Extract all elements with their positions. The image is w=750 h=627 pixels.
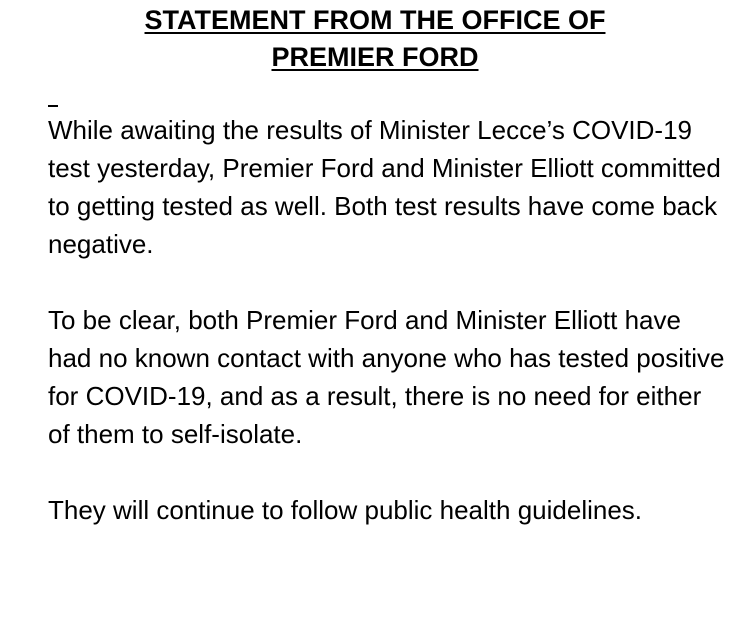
statement-body: [48, 111, 728, 529]
dash-marker: [48, 105, 58, 107]
paragraph-3: They will continue to follow public health guidelines.: [48, 495, 643, 525]
paragraph-1: While awaiting the results of Minister Lecce’s COVID-19 test yesterday, Premier Ford and Minister Elliott committed to getting tested as well. Both test results have come back negative.: [48, 115, 721, 259]
statement-title: [0, 0, 750, 76]
paragraph-2: To be clear, both Premier Ford and Minister Elliott have had no known contact with anyone who has tested positive for COVID-19, and as a result, there is no need for either of them to self-isolate.: [48, 305, 725, 449]
title-line-1: STATEMENT FROM THE OFFICE OF: [144, 5, 606, 35]
title-line-2: PREMIER FORD: [271, 42, 479, 72]
